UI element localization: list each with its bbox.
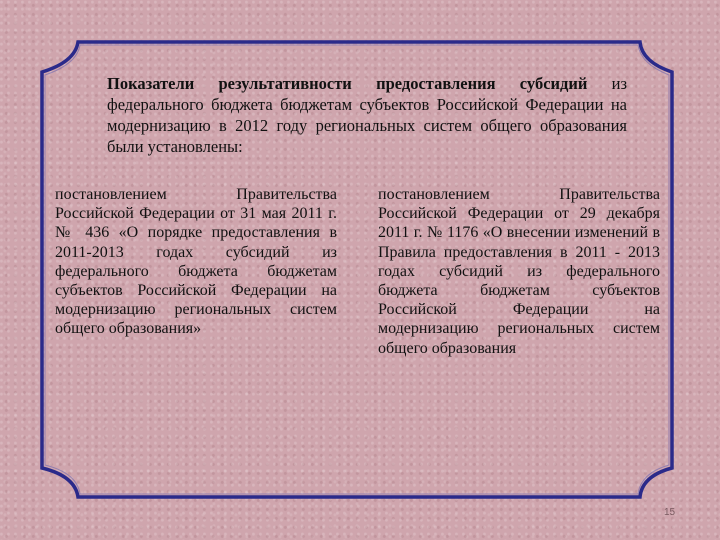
slide-heading	[107, 73, 627, 157]
right-column-text: постановлением Правительства Российской Федерации от 29 декабря 2011 г. № 1176 «О внесении изменений в Правила предоставления в 2011 - 2013 годах субсидий из федерального бюджета бюджетам субъектов Российской Федерации на модернизацию региональных систем общего образования	[378, 186, 660, 357]
heading-rest: из федерального бюджета бюджетам субъектов Российской Федерации на модернизацию в 2012 году региональных систем общего образования были установлены:	[107, 74, 627, 156]
heading-bold: Показатели результативности предоставления субсидий	[107, 74, 588, 93]
page-number: 15	[664, 507, 676, 518]
left-column-text: постановлением Правительства Российской Федерации от 31 мая 2011 г. № 436 «О порядке предоставления в 2011-2013 годах субсидий из федерального бюджета бюджетам субъектов Российской Федерации на модернизацию региональных систем общего образования»	[55, 186, 337, 338]
